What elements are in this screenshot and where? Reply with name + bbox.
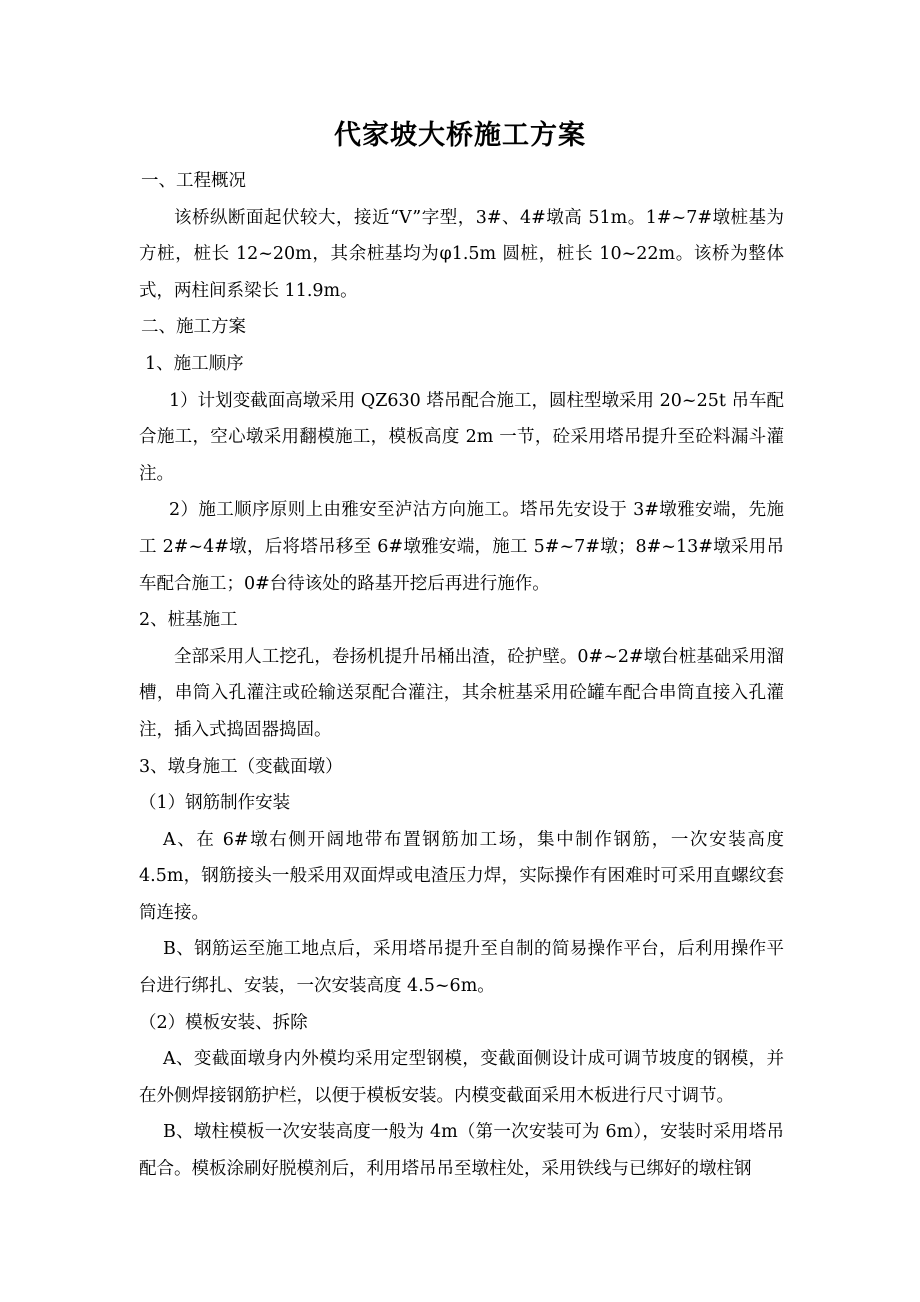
paragraph-overview: 该桥纵断面起伏较大，接近“V”字型，3#、4#墩高 51m。1#~7#墩桩基为方桩，桩长 12~20m，其余桩基均为φ1.5m 圆桩，桩长 10~22m。该桥为整体式，两柱间系梁长 11.9m。 [139,207,784,301]
paragraph-formwork-a: A、变截面墩身内外模均采用定型钢模，变截面侧设计成可调节坡度的钢模，并在外侧焊接钢筋护栏，以便于模板安装。内模变截面采用木板进行尺寸调节。 [139,1049,784,1106]
paragraph-sequence-1: 1）计划变截面高墩采用 QZ630 塔吊配合施工，圆柱型墩采用 20~25t 吊车配合施工，空心墩采用翻模施工，模板高度 2m 一节，砼采用塔吊提升至砼料漏斗灌注。 [139,390,784,484]
subheading-pile-foundation: 2、桩基施工 [139,610,238,631]
subheading-rebar: （1）钢筋制作安装 [139,793,291,814]
document-title: 代家坡大桥施工方案 [334,120,586,151]
paragraph-pile-foundation: 全部采用人工挖孔，卷扬机提升吊桶出渣，砼护壁。0#~2#墩台桩基础采用溜槽，串筒入孔灌注或砼输送泵配合灌注，其余桩基采用砼罐车配合串筒直接入孔灌注，插入式捣固器捣固。 [139,646,784,740]
paragraph-sequence-2: 2）施工顺序原则上由雅安至泸沽方向施工。塔吊先安设于 3#墩雅安端，先施工 2#~4#墩，后将塔吊移至 6#墩雅安端，施工 5#~7#墩；8#~13#墩采用吊车配合施工；0#台待该处的路基开挖后再进行施作。 [139,500,784,594]
paragraph-formwork-b: B、墩柱模板一次安装高度一般为 4m（第一次安装可为 6m），安装时采用塔吊配合。模板涂刷好脱模剂后，利用塔吊吊至墩柱处，采用铁线与已绑好的墩柱钢 [139,1122,784,1180]
subheading-sequence: 1、施工顺序 [145,353,244,374]
document-body [139,163,784,1188]
section-heading-overview: 一、工程概况 [141,171,246,191]
paragraph-rebar-b: B、钢筋运至施工地点后，采用塔吊提升至自制的简易操作平台，后利用操作平台进行绑扎、安装，一次安装高度 4.5~6m。 [139,939,784,997]
section-heading-plan: 二、施工方案 [141,317,246,338]
paragraph-rebar-a: A、在 6#墩右侧开阔地带布置钢筋加工场，集中制作钢筋，一次安装高度 4.5m，钢筋接头一般采用双面焊或电渣压力焊，实际操作有困难时可采用直螺纹套筒连接。 [139,829,784,923]
subheading-pier-body: 3、墩身施工（变截面墩） [139,756,343,777]
subheading-formwork: （2）模板安装、拆除 [139,1012,308,1033]
